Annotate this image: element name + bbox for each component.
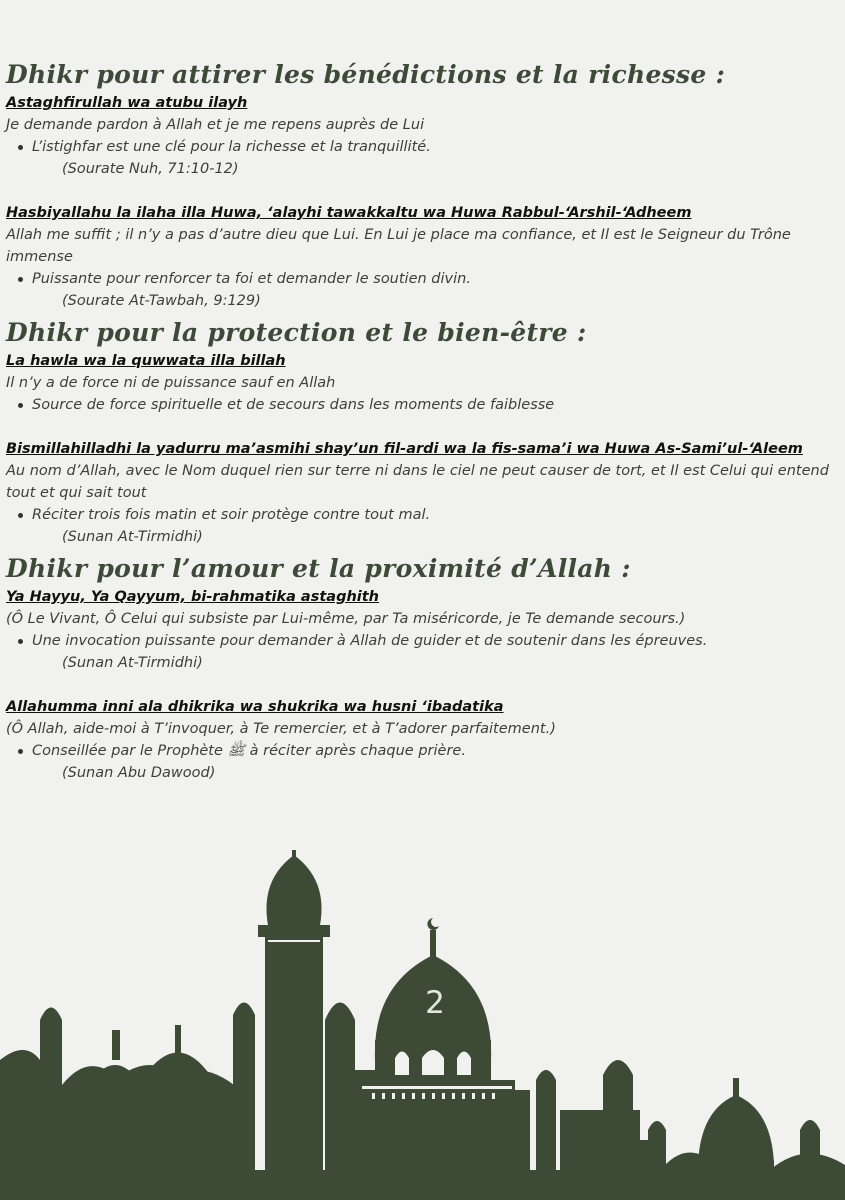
page-content <box>6 58 836 784</box>
dhikr-entry <box>6 696 836 784</box>
dhikr-note: L’istighfar est une clé pour la richesse et la tranquillité. <box>6 136 836 158</box>
dhikr-translation: Allah me suffit ; il n’y a pas d’autre dieu que Lui. En Lui je place ma confiance, et Il est le Seigneur du Trône immense <box>6 227 791 265</box>
section-title-love: Dhikr pour l’amour et la proximité d’Allah : <box>6 554 631 583</box>
dhikr-source: (Sunan At-Tirmidhi) <box>62 655 203 671</box>
dhikr-translation: Je demande pardon à Allah et je me repens auprès de Lui <box>6 117 425 133</box>
dhikr-translation: Au nom d’Allah, avec le Nom duquel rien sur terre ni dans le ciel ne peut causer de tort, et Il est Celui qui entend tout et qui sait tout <box>6 463 829 501</box>
dhikr-entry <box>6 350 836 416</box>
mosque-skyline-illustration <box>0 850 845 1200</box>
dhikr-phrase: Allahumma inni ala dhikrika wa shukrika wa husni ‘ibadatika <box>6 699 504 715</box>
dhikr-note: Conseillée par le Prophète ﷺ à réciter après chaque prière. <box>6 740 836 762</box>
dhikr-note: Une invocation puissante pour demander à Allah de guider et de soutenir dans les épreuves. <box>6 630 836 652</box>
dhikr-note: Source de force spirituelle et de secours dans les moments de faiblesse <box>6 394 836 416</box>
dhikr-entry <box>6 202 836 312</box>
dhikr-source: (Sourate At-Tawbah, 9:129) <box>62 293 261 309</box>
section-title-blessings: Dhikr pour attirer les bénédictions et la richesse : <box>6 60 726 89</box>
dhikr-translation: (Ô Allah, aide-moi à T’invoquer, à Te remercier, et à T’adorer parfaitement.) <box>6 721 556 737</box>
dhikr-translation: (Ô Le Vivant, Ô Celui qui subsiste par Lui-même, par Ta miséricorde, je Te demande secours.) <box>6 611 686 627</box>
dhikr-entry <box>6 586 836 674</box>
dhikr-source: (Sunan At-Tirmidhi) <box>62 529 203 545</box>
dhikr-phrase: Hasbiyallahu la ilaha illa Huwa, ‘alayhi tawakkaltu wa Huwa Rabbul-‘Arshil-‘Adheem <box>6 205 692 221</box>
dhikr-phrase: Ya Hayyu, Ya Qayyum, bi-rahmatika astaghith <box>6 589 379 605</box>
dhikr-phrase: Bismillahilladhi la yadurru ma’asmihi shay’un fil-ardi wa la fis-sama’i wa Huwa As-Sami’ul-‘Aleem <box>6 441 803 457</box>
dhikr-source: (Sourate Nuh, 71:10-12) <box>62 161 239 177</box>
section-title-protection: Dhikr pour la protection et le bien-être : <box>6 318 587 347</box>
dhikr-entry <box>6 92 836 180</box>
dhikr-translation: Il n’y a de force ni de puissance sauf en Allah <box>6 375 336 391</box>
dhikr-source: (Sunan Abu Dawood) <box>62 765 216 781</box>
dhikr-entry <box>6 438 836 548</box>
dhikr-note: Puissante pour renforcer ta foi et demander le soutien divin. <box>6 268 836 290</box>
dhikr-phrase: Astaghfirullah wa atubu ilayh <box>6 95 248 111</box>
dhikr-phrase: La hawla wa la quwwata illa billah <box>6 353 286 369</box>
page-number: 2 <box>425 985 445 1021</box>
dhikr-note: Réciter trois fois matin et soir protège contre tout mal. <box>6 504 836 526</box>
